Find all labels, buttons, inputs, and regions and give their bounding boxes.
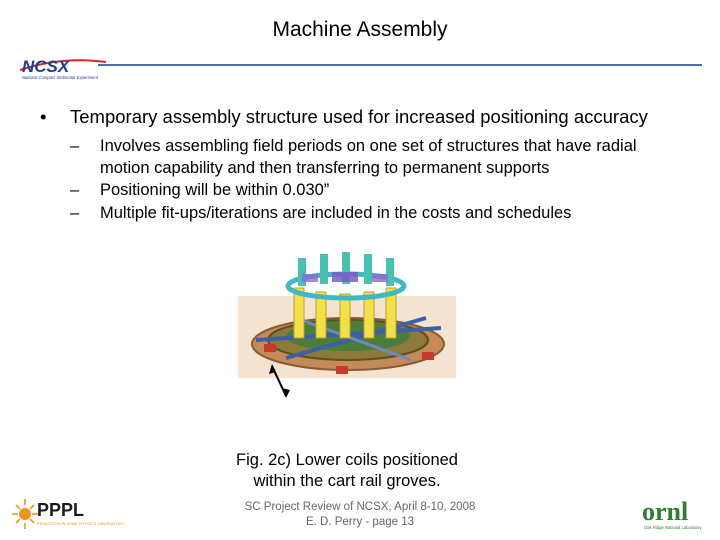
header-divider <box>98 64 702 66</box>
dash-marker: – <box>70 181 80 199</box>
ornl-logo-tagline: Oak Ridge National Laboratory <box>644 525 702 530</box>
bullet-text: Temporary assembly structure used for increased positioning accuracy <box>70 106 648 127</box>
ncsx-logo-tagline: National Compact Stellarator Experiment <box>22 75 98 80</box>
footer-line: E. D. Perry - page 13 <box>305 516 415 528</box>
ncsx-logo-text: NCSX <box>22 57 70 76</box>
sub-bullet-text: Involves assembling field periods on one set of structures that have radial motion capability and then transferring to permanent supports <box>100 137 637 177</box>
ncsx-logo <box>16 52 108 82</box>
coil-column <box>364 254 372 284</box>
support-post <box>340 294 350 338</box>
sunburst-icon <box>12 499 38 529</box>
ornl-logo-text: ornl <box>642 497 689 526</box>
pppl-logo-text: PPPL <box>37 500 85 520</box>
caption-line: Fig. 2c) Lower coils positioned <box>236 451 458 469</box>
coil-block <box>332 272 358 282</box>
figure-caption <box>210 450 484 492</box>
sub-bullet-list <box>40 136 670 224</box>
sub-bullet-item <box>70 136 670 179</box>
coil-column <box>320 254 328 284</box>
dash-marker: – <box>70 137 80 155</box>
coil-block <box>302 274 318 282</box>
sub-bullet-text: Positioning will be within 0.030” <box>100 181 330 199</box>
cart-block <box>422 352 434 360</box>
pppl-logo <box>12 494 125 534</box>
pppl-logo-tagline: PRINCETON PLASMA PHYSICS LABORATORY <box>37 521 125 526</box>
footer-line: SC Project Review of NCSX, April 8-10, 2008 <box>244 501 476 513</box>
sub-bullet-text: Multiple fit-ups/iterations are included in the costs and schedules <box>100 203 572 222</box>
sub-bullet-item <box>70 203 670 225</box>
cart-block <box>264 344 276 352</box>
dash-marker: – <box>70 203 80 222</box>
caption-line: within the cart rail groves. <box>253 472 441 490</box>
assembly-figure <box>236 248 458 400</box>
cart-block <box>336 366 348 374</box>
bullet-item <box>40 106 670 128</box>
sub-bullet-item <box>70 180 670 202</box>
arrowhead-icon <box>282 388 290 398</box>
bullet-list <box>40 106 670 225</box>
coil-block <box>372 274 388 282</box>
slide-title: Machine Assembly <box>272 18 448 41</box>
ornl-logo <box>640 496 712 532</box>
bullet-marker: • <box>40 106 47 127</box>
slide-footer <box>230 500 490 530</box>
